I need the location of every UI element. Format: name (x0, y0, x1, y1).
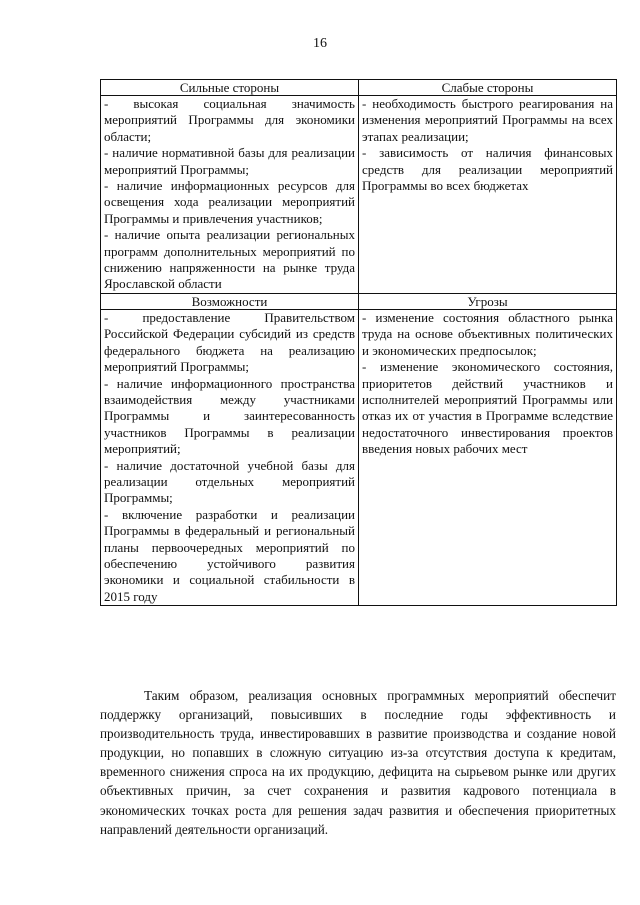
swot-content-row-bottom (101, 309, 617, 605)
weaknesses-cell (359, 96, 617, 294)
weaknesses-header: Слабые стороны (359, 80, 617, 96)
swot-table (100, 79, 617, 606)
opportunity-item: - включение разработки и реализации Программы в федеральный и региональный планы первоочередных мероприятий по обеспечению устойчивого развития экономики и социальной стабильности в 2015 году (104, 506, 355, 604)
opportunity-item: - предоставление Правительством Российской Федерации субсидий из средств федерального бюджета на реализацию мероприятий Программы; (104, 309, 355, 375)
swot-header-row-top (101, 80, 617, 96)
swot-content-row-top (101, 96, 617, 294)
page-number: 16 (313, 36, 327, 51)
strength-item: - наличие информационных ресурсов для освещения хода реализации мероприятий Программы и привлечения участников; (104, 178, 355, 226)
opportunity-item: - наличие информационного пространства взаимодействия между участниками Программы и заинтересованность участников Программы в реализации мероприятий; (104, 375, 355, 457)
opportunities-header: Возможности (101, 293, 359, 309)
strength-item: - высокая социальная значимость мероприятий Программы для экономики области; (104, 96, 355, 144)
swot-header-row-bottom (101, 293, 617, 309)
strengths-cell (101, 96, 359, 294)
threats-cell (359, 309, 617, 605)
weakness-item: - необходимость быстрого реагирования на изменения мероприятий Программы на всех этапах реализации; (362, 96, 613, 144)
strength-item: - наличие нормативной базы для реализации мероприятий Программы; (104, 145, 355, 177)
threat-item: - изменение экономического состояния, приоритетов действий участников и исполнителей мероприятий Программы или отказ их от участия в Программе вследствие недостаточного инвестирования проектов введения новых рабочих мест (362, 359, 613, 457)
threats-header: Угрозы (359, 293, 617, 309)
strengths-header: Сильные стороны (101, 80, 359, 96)
strength-item: - наличие опыта реализации региональных программ дополнительных мероприятий по снижению напряженности на рынке труда Ярославской области (104, 227, 355, 292)
conclusion-paragraph: Таким образом, реализация основных программных мероприятий обеспечит поддержку организаций, повысивших в последние годы эффективность и производительность труда, инвестировавших в развитие производства и создание новой продукции, но попавших в сложную ситуацию из-за отсутствия доступа к кредитам, временного снижения спроса на их продукцию, дефицита на сырьевом рынке или других объективных причин, за счет сохранения и развития кадрового потенциала в экономических точках роста для решения задач развития и обеспечения приоритетных направлений деятельности организаций. (100, 688, 616, 837)
opportunities-cell (101, 309, 359, 605)
weakness-item: - зависимость от наличия финансовых средств для реализации мероприятий Программы во всех бюджетах (362, 145, 613, 194)
threat-item: - изменение состояния областного рынка труда на основе объективных политических и экономических предпосылок; (362, 309, 613, 358)
opportunity-item: - наличие достаточной учебной базы для реализации отдельных мероприятий Программы; (104, 457, 355, 506)
